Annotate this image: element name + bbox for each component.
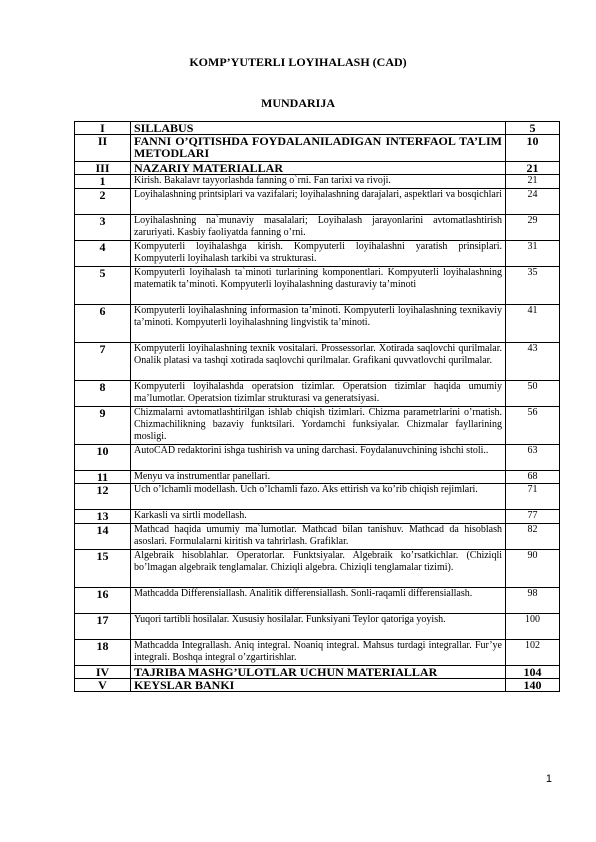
row-page: 5 <box>506 122 560 135</box>
row-title: Kompyuterli loyihalash ta`minoti turlarining komponentlari. Kompyuterli loyihalashning matematik ta’minoti. Kompyuterli loyihalashning dasturaviy ta’minoti <box>131 267 506 305</box>
row-page: 50 <box>506 381 560 407</box>
row-number: 10 <box>75 445 131 471</box>
row-title: SILLABUS <box>131 122 506 135</box>
row-title: AutoCAD redaktorini ishga tushirish va uning darchasi. Foydalanuvchining ishchi stoli.. <box>131 445 506 471</box>
row-number: 4 <box>75 241 131 267</box>
row-number: 14 <box>75 524 131 550</box>
row-page: 35 <box>506 267 560 305</box>
row-number: III <box>75 162 131 175</box>
row-number: 11 <box>75 471 131 484</box>
row-number: IV <box>75 666 131 679</box>
row-title: Menyu va instrumentlar panellari. <box>131 471 506 484</box>
row-page: 10 <box>506 135 560 162</box>
row-number: 17 <box>75 614 131 640</box>
row-title: Mathcadda Differensiallash. Analitik differensiallash. Sonli-raqamli differensiallash. <box>131 588 506 614</box>
row-page: 21 <box>506 162 560 175</box>
topic-row <box>75 550 560 588</box>
row-title: KEYSLAR BANKI <box>131 679 506 692</box>
row-title: Yuqori tartibli hosilalar. Xususiy hosilalar. Funksiyani Teylor qatoriga yoyish. <box>131 614 506 640</box>
row-title: FANNI O’QITISHDA FOYDALANILADIGAN INTERFAOL TA’LIM METODLARI <box>131 135 506 162</box>
topic-row <box>75 510 560 524</box>
row-page: 140 <box>506 679 560 692</box>
row-number: 5 <box>75 267 131 305</box>
row-title: NAZARIY MATERIALLAR <box>131 162 506 175</box>
topic-row <box>75 175 560 189</box>
row-number: 12 <box>75 484 131 510</box>
row-title: Chizmalarni avtomatlashtirilgan ishlab chiqish tizimlari. Chizma parametrlarini o’rnatish. Chizmachilikning bazaviy funktsilari. Yordamchi funksiyalar. Chizmalar fayllarining mosligi. <box>131 407 506 445</box>
document-title: KOMP’YUTERLI LOYIHALASH (CAD) <box>189 55 407 69</box>
row-number: II <box>75 135 131 162</box>
topic-row <box>75 471 560 484</box>
row-page: 98 <box>506 588 560 614</box>
row-title: Algebraik hisoblahlar. Operatorlar. Funktsiyalar. Algebraik ko’rsatkichlar. (Chiziqli bo’lmagan algebraik tenglamalar. Chiziqli algebra. Chiziqli tenglamalar tizimi). <box>131 550 506 588</box>
topic-row <box>75 215 560 241</box>
row-title: Kompyuterli loyihalashda operatsion tizimlar. Operatsion tizimlar haqida umumiy ma’lumotlar. Operatsion tizimlar strukturasi va generatsiyasi. <box>131 381 506 407</box>
row-page: 68 <box>506 471 560 484</box>
row-title: Kompyuterli loyihalashning texnik vositalari. Prossessorlar. Xotirada saqlovchi qurilmalar. Onalik platasi va tashqi xotirada saqlovchi qurilmalar. Grafikani quvvatlovchi qurilmalar. <box>131 343 506 381</box>
row-number: 9 <box>75 407 131 445</box>
contents-heading: MUNDARIJA <box>261 96 335 110</box>
row-number: 2 <box>75 189 131 215</box>
topic-row <box>75 189 560 215</box>
topic-row <box>75 614 560 640</box>
row-number: 15 <box>75 550 131 588</box>
row-page: 90 <box>506 550 560 588</box>
row-page: 71 <box>506 484 560 510</box>
section-row <box>75 122 560 135</box>
section-row <box>75 666 560 679</box>
row-number: 8 <box>75 381 131 407</box>
row-title: Mathcadda Integrallash. Aniq integral. Noaniq integral. Mahsus turdagi integrallar. Fur’ye integrali. Boshqa integral o’zgartirishlar. <box>131 640 506 666</box>
row-title: Uch o’lchamli modellash. Uch o’lchamli fazo. Aks ettirish va ko’rib chiqish rejimlari. <box>131 484 506 510</box>
row-number: 16 <box>75 588 131 614</box>
contents-table-body <box>75 122 560 692</box>
row-page: 100 <box>506 614 560 640</box>
row-page: 77 <box>506 510 560 524</box>
row-number: 18 <box>75 640 131 666</box>
topic-row <box>75 640 560 666</box>
row-title: Loyihalashning printsiplari va vazifalari; loyihalashning darajalari, aspektlari va bosqichlari <box>131 189 506 215</box>
topic-row <box>75 241 560 267</box>
row-number: 13 <box>75 510 131 524</box>
row-page: 31 <box>506 241 560 267</box>
topic-row <box>75 305 560 343</box>
page-number: 1 <box>545 773 552 785</box>
topic-row <box>75 445 560 471</box>
row-title: Loyihalashning na`munaviy masalalari; Loyihalash jarayonlarini avtomatlashtirish zaruriyati. Kasbiy faoliyatda fanning o’rni. <box>131 215 506 241</box>
section-row <box>75 135 560 162</box>
row-number: V <box>75 679 131 692</box>
topic-row <box>75 407 560 445</box>
topic-row <box>75 267 560 305</box>
row-title: Kirish. Bakalavr tayyorlashda fanning o`rni. Fan tarixi va rivoji. <box>131 175 506 189</box>
topic-row <box>75 588 560 614</box>
row-title: Mathcad haqida umumiy ma`lumotlar. Mathcad bilan tanishuv. Mathcad da hisoblash asoslari. Formulalarni kiritish va tahrirlash. Grafiklar. <box>131 524 506 550</box>
row-title: TAJRIBA MASHG’ULOTLAR UCHUN MATERIALLAR <box>131 666 506 679</box>
row-page: 41 <box>506 305 560 343</box>
row-page: 102 <box>506 640 560 666</box>
section-row <box>75 162 560 175</box>
row-number: 3 <box>75 215 131 241</box>
topic-row <box>75 381 560 407</box>
contents-table <box>74 121 560 692</box>
topic-row <box>75 343 560 381</box>
row-page: 24 <box>506 189 560 215</box>
row-title: Kompyuterli loyihalashning informasion ta’minoti. Kompyuterli loyihalashning texnikaviy ta’minoti. Kompyuterli loyihalashning lingvistik ta’minoti. <box>131 305 506 343</box>
row-page: 43 <box>506 343 560 381</box>
row-page: 21 <box>506 175 560 189</box>
row-page: 104 <box>506 666 560 679</box>
row-title: Karkasli va sirtli modellash. <box>131 510 506 524</box>
topic-row <box>75 484 560 510</box>
row-page: 82 <box>506 524 560 550</box>
row-number: 7 <box>75 343 131 381</box>
row-page: 29 <box>506 215 560 241</box>
row-page: 56 <box>506 407 560 445</box>
section-row <box>75 679 560 692</box>
row-title: Kompyuterli loyihalashga kirish. Kompyuterli loyihalashni yaratish prinsiplari. Kompyuterli loyihalash tarkibi va strukturasi. <box>131 241 506 267</box>
row-page: 63 <box>506 445 560 471</box>
row-number: I <box>75 122 131 135</box>
row-number: 1 <box>75 175 131 189</box>
row-number: 6 <box>75 305 131 343</box>
topic-row <box>75 524 560 550</box>
